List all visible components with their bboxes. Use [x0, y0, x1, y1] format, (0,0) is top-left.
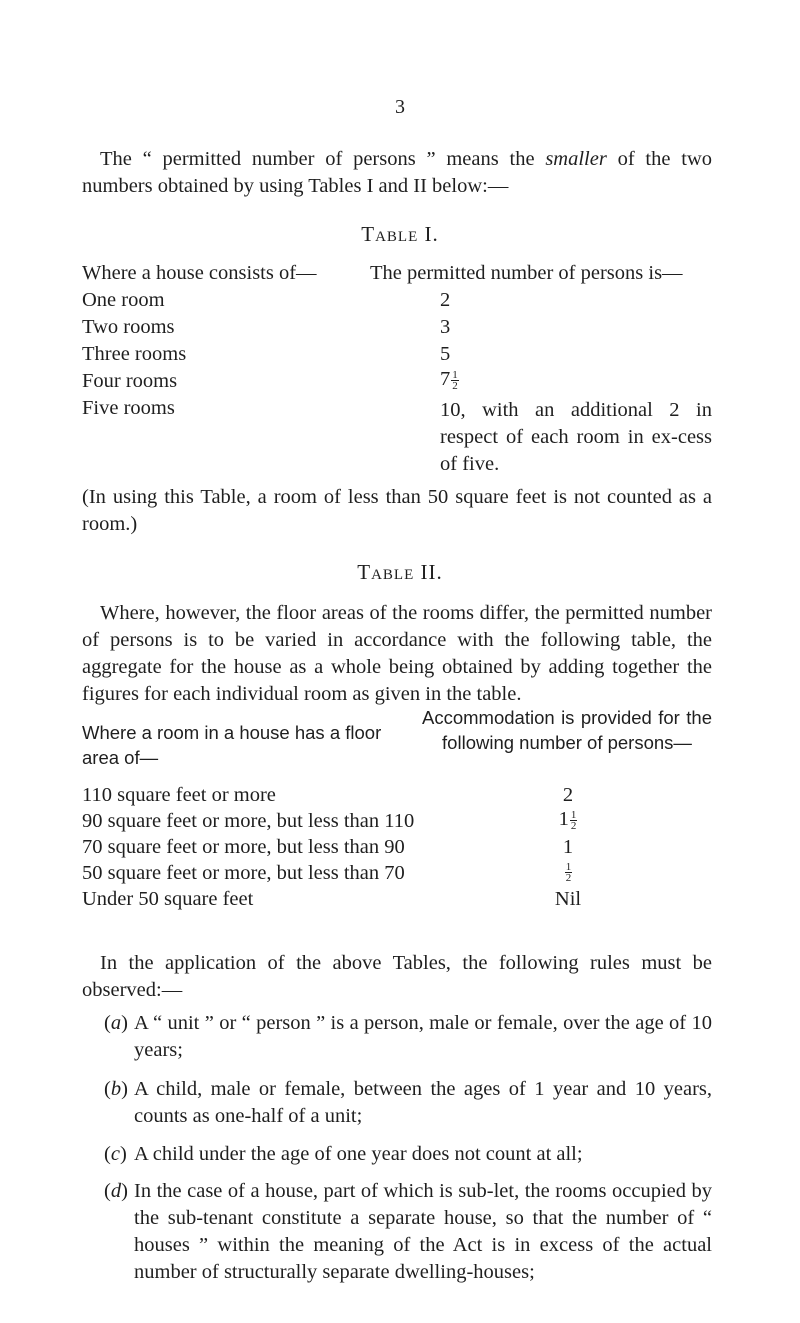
rule-text: A child under the age of one year does not count at all; [134, 1143, 583, 1165]
rule-text: In the case of a house, part of which is sub-let, the rooms occupied by the sub-tenant constitute a separate house, so that the number of “ houses ” within the meaning of the Act is in excess of the actual number of structurally separate dwelling-houses; [134, 1180, 712, 1283]
table1-row-persons: 5 [440, 343, 451, 365]
table1-row-rooms: Four rooms [82, 370, 178, 392]
table1-row-persons: 2 [440, 289, 451, 311]
rule-item-a [104, 1010, 712, 1064]
table2-row-area: Under 50 square feet [82, 888, 254, 910]
fraction-numerator: 1 [570, 808, 577, 821]
fraction-denominator: 2 [570, 819, 577, 832]
table1-row-rooms: One room [82, 289, 165, 311]
fraction-numerator: 1 [565, 860, 572, 873]
rule-label: (b) [104, 1078, 128, 1100]
rule-text: A “ unit ” or “ person ” is a person, male or female, over the age of 10 years; [134, 1012, 712, 1061]
fraction [570, 810, 578, 831]
table2-row-persons: 2 [562, 784, 574, 806]
table1-title: Table I. [361, 222, 439, 246]
rules-intro: In the application of the above Tables, the following rules must be observed:— [82, 952, 712, 1001]
table2-row-persons: Nil [554, 888, 582, 910]
table1-row-rooms: Two rooms [82, 316, 175, 338]
fraction-numerator: 1 [452, 368, 458, 381]
table2-header-left: Where a room in a house has a floor area of— [82, 722, 382, 768]
rule-label: (d) [104, 1180, 128, 1202]
fraction-denominator: 2 [452, 379, 458, 392]
fraction [565, 862, 573, 883]
rule-label: (a) [104, 1012, 128, 1034]
fraction-denominator: 2 [565, 871, 572, 884]
table1-header-right: The permitted number of persons is— [370, 262, 683, 284]
intro-emphasis: smaller [545, 148, 607, 170]
table2-header-right: Accommodation is provided for the following number of persons— [422, 707, 712, 753]
table2-intro: Where, however, the floor areas of the rooms differ, the permitted number of persons is to be varied in accordance with the following table, the aggregate for the house as a whole being obtained by adding together the figures for each individual room as given in the table. [82, 602, 712, 705]
rule-text: A child, male or female, between the ages of 1 year and 10 years, counts as one-half of a unit; [134, 1078, 712, 1127]
table1-row-rooms: Three rooms [82, 343, 187, 365]
rule-label: (c) [104, 1143, 127, 1165]
table1-row-rooms: Five rooms [82, 397, 175, 419]
table1-row-persons: 3 [440, 316, 451, 338]
table1-header-left: Where a house consists of— [82, 262, 317, 284]
page-number: 3 [395, 96, 405, 118]
table2-row-persons: 1 [562, 836, 574, 858]
table1-note: (In using this Table, a room of less than 50 square feet is not counted as a room.) [82, 486, 712, 535]
intro-paragraph [82, 146, 712, 200]
rule-item-b [104, 1076, 712, 1130]
intro-text-2: of the two numbers obtained by using Tables I and II below:— [82, 148, 712, 197]
persons-whole: 7 [440, 368, 451, 390]
rule-item-c [104, 1141, 712, 1168]
persons-whole: 1 [558, 808, 569, 830]
fraction [451, 370, 459, 391]
table2-row-area: 90 square feet or more, but less than 110 [82, 810, 415, 832]
table1-row-persons [440, 368, 459, 391]
table2-title: Table II. [357, 560, 443, 584]
rule-item-d [104, 1178, 712, 1286]
intro-text-1: The “ permitted number of persons ” means the [100, 148, 546, 170]
table2-row-area: 50 square feet or more, but less than 70 [82, 862, 405, 884]
table2-row-area: 110 square feet or more [82, 784, 276, 806]
table1-row-persons: 10, with an additional 2 in respect of each room in ex-cess of five. [440, 399, 712, 475]
table2-row-persons [538, 808, 598, 831]
table2-row-persons [538, 860, 598, 883]
table2-row-area: 70 square feet or more, but less than 90 [82, 836, 405, 858]
